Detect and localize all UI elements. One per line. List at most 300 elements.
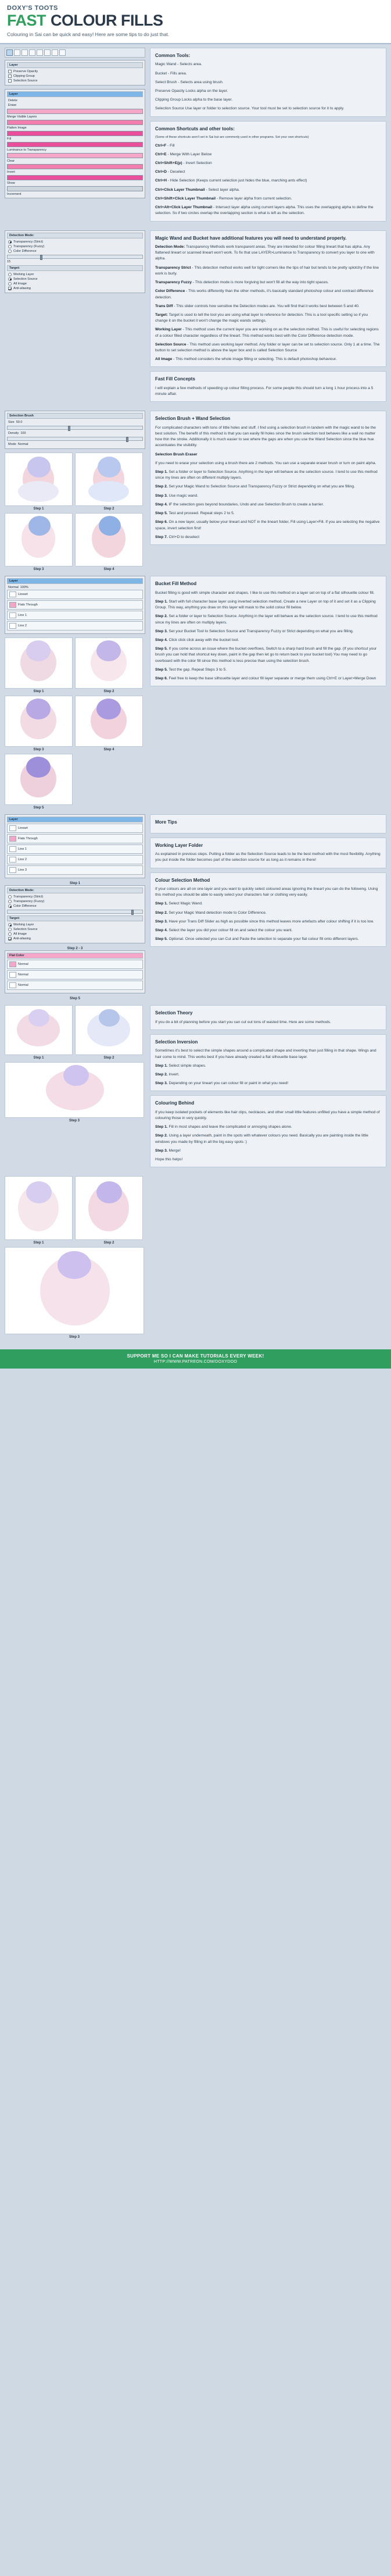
bucket-icon[interactable] — [14, 49, 20, 56]
antialias-checkbox[interactable] — [8, 287, 12, 290]
cd-colordiff-row[interactable] — [7, 904, 143, 908]
figure-bucket-step4-art — [76, 696, 142, 746]
layer-thumbnail[interactable] — [9, 623, 16, 629]
sb-step-n-1: Step 2. — [155, 484, 168, 489]
bucket-text-column — [150, 576, 386, 690]
layer-erase-row[interactable] — [7, 103, 143, 108]
detection-strict-radio[interactable] — [8, 240, 12, 244]
sb-step-n-0: Step 1. — [155, 470, 168, 474]
mw-head-8: All Image — [155, 357, 173, 362]
bk-step-n-4: Step 5. — [155, 647, 168, 651]
cs-step-t-4: Optional. Once selected you can Cut and Paste the selection to separate your flat colour fill onto different layers. — [168, 937, 359, 942]
bucket-layer-opacity-value: 100% — [20, 586, 28, 590]
selection-brush-figures — [5, 453, 145, 571]
layer-row-lineart[interactable] — [7, 590, 143, 599]
detection-strict-row[interactable] — [7, 240, 143, 244]
mw-head-0: Detection Mode: — [155, 244, 185, 249]
layer-options-panel[interactable] — [5, 60, 145, 85]
cd-target-working-radio[interactable] — [8, 923, 12, 927]
selection-theory-text-column — [150, 1005, 386, 1171]
selection-brush-eraser-body: If you need to erase your selection using a brush there are 2 methods. You can use a separate eraser brush or turn on paint alpha. — [155, 461, 376, 465]
sb-step-n-5: Step 6. — [155, 520, 168, 525]
step4-label: Step 4 — [103, 568, 114, 572]
page-title — [7, 13, 384, 28]
sb-step-n-4: Step 5. — [155, 511, 168, 516]
shortcut-desc-3: Deselect — [170, 170, 185, 174]
mw-sec-6 — [155, 327, 381, 339]
footer-url[interactable]: HTTP://WWW.PATREON.COM/DOXYDOO — [153, 1360, 238, 1364]
bk-step-6 — [155, 676, 381, 682]
figure-step1 — [5, 453, 73, 506]
shortcut-desc-0: Fill — [170, 143, 175, 148]
lasso-icon[interactable] — [29, 49, 35, 56]
bucket-panel — [150, 576, 386, 686]
section-magic-wand — [5, 230, 386, 407]
figure-inv-step1 — [5, 1005, 73, 1055]
working-layer-folder-heading: Working Layer Folder — [155, 842, 203, 848]
mw-head-3: Color Difference — [155, 289, 185, 294]
clipping-group-row[interactable] — [7, 74, 143, 79]
shortcuts-intro: (Some of these shortcuts aren't set in Sai but are commonly used in other programs. Set your own shortcuts) — [155, 136, 309, 140]
brush-density-row[interactable] — [7, 431, 143, 436]
cs-step-1 — [155, 910, 381, 916]
selection-brush-text-column — [150, 411, 386, 549]
layer-thumbnail[interactable] — [9, 836, 16, 842]
section-common-tools — [5, 48, 386, 226]
si-step-n-0: Step 1. — [155, 1063, 168, 1068]
mw-body-1: - This detection method works well for tight corners like the tips of hair but tends to be pretty splotchy if the line work is burly. — [155, 265, 379, 276]
cd-antialias-checkbox[interactable] — [8, 937, 12, 940]
shortcut-desc-6: Remove layer alpha from current selection. — [218, 196, 292, 201]
bk-step-n-2: Step 3. — [155, 629, 168, 633]
figure-final-2 — [75, 1176, 143, 1240]
cs-step-t-0: Select Magic Wand. — [168, 902, 203, 906]
sb-step-n-3: Step 4. — [155, 502, 168, 507]
bucket-step1-label: Step 1 — [33, 690, 44, 694]
mw-body-7: - This method uses working layer method. Any folder or layer can be set to selection source. Only 1 at a time. The button to set selection method is above the layer box and is called Selection Source — [155, 342, 380, 353]
target-working-layer-radio[interactable] — [8, 273, 12, 276]
cb-step-n-1: Step 2. — [155, 1134, 168, 1138]
layer-row-lineart-folder[interactable] — [7, 824, 143, 833]
layer-name-line1: Line 1 — [18, 614, 27, 618]
cd-fuzzy-row[interactable] — [7, 899, 143, 904]
bk-step-5 — [155, 667, 381, 673]
common-tools-line-0: Magic Wand - Selects area. — [155, 62, 202, 67]
shortcut-6: Ctrl+Shift+Click Layer Thumbnail - Remove layer alpha from current selection. — [155, 196, 292, 201]
fill-label: Fill — [7, 137, 12, 141]
figure-bucket-step5 — [5, 754, 73, 805]
layer-thumbnail[interactable] — [9, 602, 16, 608]
sb-step-t-6: Ctrl+D to deselect — [168, 535, 200, 539]
selection-inversion-panel — [150, 1034, 386, 1091]
target-selection-source-radio[interactable] — [8, 277, 12, 281]
selection-theory-body: If you do a bit of planning before you start you can cut out tons of wasted time. Here are some methods. — [155, 1020, 331, 1024]
figure-final-1 — [5, 1176, 73, 1240]
bucket-intro: Bucket filling is good with simple character and shapes. I like to use this method on a layer set on top of a flat silhouette colour fill. — [155, 590, 375, 595]
shortcut-desc-2: Invert Selection — [185, 161, 212, 166]
colouring-behind-closing: Hope this helps! — [155, 1157, 183, 1162]
bk-step-n-3: Step 4. — [155, 638, 168, 642]
shortcut-5: Ctrl+Click Layer Thumbnail - Select layer alpha. — [155, 187, 240, 192]
figure-step2-art — [76, 453, 142, 505]
colour-detection-panel[interactable] — [5, 885, 145, 943]
eyedropper-icon[interactable] — [52, 49, 58, 56]
target-all-image-radio[interactable] — [8, 282, 12, 286]
layer-row-line2[interactable] — [7, 621, 143, 630]
flatten-image-label: Flatten Image — [7, 126, 27, 130]
cb-step-n-0: Step 1. — [155, 1125, 168, 1130]
bucket-step2-label: Step 2 — [103, 690, 114, 694]
colour-selection-heading: Colour Selection Method — [155, 877, 210, 883]
sb-step-3 — [155, 502, 381, 508]
shortcut-1: Ctrl+E - Merge With Layer Below — [155, 152, 212, 156]
figure-step4-art — [76, 514, 142, 566]
merge-visible-layers-label: Merge Visible Layers — [7, 115, 37, 119]
cs-step-n-0: Step 1. — [155, 902, 168, 906]
cs-step-2 — [155, 919, 381, 925]
mw-head-4: Trans Diff — [155, 304, 173, 308]
detection-fuzzy-radio[interactable] — [8, 245, 12, 248]
shortcut-keys-2: Ctrl+Shift+E(p) — [155, 161, 182, 166]
figure-bucket-step3 — [5, 696, 73, 747]
mw-head-2: Transparency Fuzzy — [155, 280, 192, 285]
mw-sec-4 — [155, 304, 381, 309]
figure-final-3-art — [5, 1248, 144, 1334]
layer-menu-title: Layer — [7, 91, 143, 97]
detection-colordiff-radio[interactable] — [8, 250, 12, 253]
cd-fuzzy-radio[interactable] — [8, 900, 12, 903]
cs-step-n-3: Step 4. — [155, 928, 168, 932]
luminance-to-transparency-row[interactable] — [7, 142, 143, 147]
common-tools-line-3: Preserve Opacity Locks alpha on the layer. — [155, 89, 228, 94]
layer-name-line2: Line 2 — [18, 624, 27, 628]
brush-mode-row[interactable] — [7, 442, 143, 447]
inversion-art-column — [5, 1005, 145, 1123]
step1-label: Step 1 — [33, 507, 44, 511]
layer-thumbnail[interactable] — [9, 857, 16, 863]
layer-name-flats: Flats Through — [18, 603, 38, 607]
detection-colordiff-label: Color Difference — [13, 249, 37, 253]
sb-step-0 — [155, 469, 381, 481]
cd-strict-label: Transparency (Strict) — [13, 895, 44, 899]
target-working-layer-label: Working Layer — [13, 272, 34, 276]
cd-target-allimage-row[interactable] — [7, 932, 143, 936]
si-step-1 — [155, 1072, 381, 1078]
cd-target-selsource-radio[interactable] — [8, 928, 12, 931]
flat-row-0[interactable] — [7, 960, 143, 969]
detection-fuzzy-label: Transparency (Fuzzy) — [13, 244, 45, 248]
layer-delete-row[interactable] — [7, 98, 143, 103]
brand-label: DOXY'S TOOTS — [7, 5, 58, 12]
common-tools-line-5: Selection Source Use layer or folder to selection source. Your tool must be set to selection source for it to apply. — [155, 106, 345, 111]
common-tools-panel — [150, 48, 386, 117]
brush-size-slider[interactable] — [7, 426, 143, 430]
colouring-behind-intro: If you keep isolated pockets of elements like hair clips, necklaces, and other small little features unfilled you have a simple method of colouring those in very quickly. — [155, 1110, 380, 1120]
cs-step-n-1: Step 2. — [155, 910, 168, 915]
bk-step-t-0: Start with full character base layer using inverted selection method. Create a new Layer on top of it and set it as a Clipping Group. This way, anything you draw on this layer will mask to the solid colour fill below. — [155, 599, 376, 610]
figure-bucket-step1-art — [5, 638, 72, 688]
mw-body-8: - This method considers the whole image filling or selecting. This is default photoshop behaviour. — [173, 357, 337, 362]
layer-thumbnail[interactable] — [9, 982, 16, 988]
layer-thumbnail[interactable] — [9, 592, 16, 597]
shortcut-keys-6: Ctrl+Shift+Click Layer Thumbnail — [155, 196, 216, 201]
section-more-tips — [5, 814, 386, 1000]
detection-fuzzy-row[interactable] — [7, 244, 143, 249]
brush-mode-value: Normal — [17, 443, 28, 447]
flat-row-label-1: Normal — [18, 973, 28, 977]
bk-step-n-1: Step 2. — [155, 614, 168, 619]
shortcut-desc-5: Select layer alpha. — [208, 187, 240, 192]
sb-step-t-2: Use magic wand. — [168, 493, 199, 498]
mw-sec-5 — [155, 312, 381, 324]
layer-options-title: Layer — [7, 62, 143, 68]
bk-step-t-4: If you come across an issue where the bucket overflows, Switch to a sharp hard brush and fill the gap. (If you shortcut your brush you can hold that shortcut key down, paint in the gap then let go to return back to your bucket tool) You may need to go overboard with the color fill since this method is less precise than using the selection brush. — [155, 647, 377, 663]
common-tools-line-1: Bucket - Fills area. — [155, 71, 187, 76]
target-all-image-row[interactable] — [7, 282, 143, 286]
preserve-opacity-row[interactable] — [7, 69, 143, 74]
preserve-opacity-checkbox[interactable] — [8, 70, 12, 73]
figure-step3-art — [5, 514, 72, 566]
layer-name-line-1: Line 1 — [18, 847, 27, 851]
more-tips-header-panel — [150, 814, 386, 833]
inv-step2-label: Step 2 — [103, 1056, 114, 1060]
shortcut-3: Ctrl+D - Deselect — [155, 170, 185, 174]
si-step-t-1: Invert. — [168, 1072, 180, 1077]
eraser-icon[interactable] — [59, 49, 66, 56]
selection-brush-title: Selection Brush + Wand Selection — [155, 416, 231, 422]
bk-step-t-1: Set a folder or layer to Selection Source. Anything in the layer will behave as the selection source. I tend to use this method since my lines are often on multiply layers. — [155, 614, 378, 625]
mw-body-3: - This works differently than the other methods, it's basically standard photoshop colour and contrast difference detection. — [155, 289, 374, 300]
cd-colordiff-label: Color Difference — [13, 904, 37, 908]
zoom-icon[interactable] — [44, 49, 51, 56]
preserve-opacity-label: Preserve Opacity — [13, 70, 38, 73]
figure-inv-step2 — [75, 1005, 143, 1055]
clear-row[interactable] — [7, 153, 143, 158]
cd-strict-row[interactable] — [7, 895, 143, 899]
figure-final-1-art — [5, 1177, 72, 1239]
sb-step-4 — [155, 511, 381, 516]
detection-colordiff-row[interactable] — [7, 249, 143, 254]
toolbar-strip[interactable] — [5, 48, 145, 58]
fast-fill-concepts-panel — [150, 371, 386, 402]
bk-step-3 — [155, 637, 381, 643]
selection-inversion-heading: Selection Inversion — [155, 1039, 198, 1045]
cd-strict-radio[interactable] — [8, 895, 12, 899]
figure-inv-step3-art — [5, 1063, 144, 1117]
step2-label: Step 2 — [103, 507, 114, 511]
cd-colordiff-radio[interactable] — [8, 904, 12, 908]
selection-source-row[interactable] — [7, 79, 143, 83]
flatten-image-row[interactable] — [7, 120, 143, 125]
mw-sec-1 — [155, 265, 381, 277]
sb-step-t-1: Set your Magic Wand to Selection Source and Transparency Fuzzy or Strict depending on what you are filling. — [168, 484, 355, 489]
cs-step-n-4: Step 5. — [155, 937, 168, 942]
selection-source-checkbox[interactable] — [8, 79, 12, 83]
si-step-0 — [155, 1063, 381, 1069]
layer-thumbnail[interactable] — [9, 961, 16, 967]
sb-step-1 — [155, 484, 381, 490]
sb-step-n-6: Step 7. — [155, 535, 168, 539]
mw-head-1: Transparency Strict — [155, 265, 191, 270]
antialias-row[interactable] — [7, 286, 143, 291]
layer-row-line1[interactable] — [7, 611, 143, 620]
figure-bucket-step3-art — [5, 696, 72, 746]
shortcut-desc-4: Hide Selection (Keeps current selection just hides the blue, marching ants effect) — [170, 179, 307, 183]
layer-thumbnail[interactable] — [9, 972, 16, 978]
brush-size-value: 50.0 — [16, 421, 23, 425]
shortcut-keys-4: Ctrl+H — [155, 179, 167, 183]
working-layer-folder-panel[interactable] — [5, 814, 145, 878]
clear-label: Clear — [7, 159, 15, 163]
mw-head-5: Target: — [155, 312, 168, 317]
bk-step-n-6: Step 6. — [155, 676, 168, 681]
bucket-layer-mode-value: Normal — [8, 586, 19, 590]
mw-sec-8 — [155, 357, 381, 362]
flat-row-2[interactable] — [7, 981, 143, 990]
layer-row-flats-through[interactable] — [7, 834, 143, 843]
sb-step-t-0: Set a folder or layer to Selection Source. Anything in the layer will behave as the selection source. I tend to use this method since my lines are often on different multiply layers. — [155, 470, 378, 480]
inv-step3-label: Step 3 — [69, 1119, 80, 1123]
layer-row-flats[interactable] — [7, 600, 143, 610]
shortcut-keys-5: Ctrl+Click Layer Thumbnail — [155, 187, 205, 192]
page-body — [0, 44, 391, 1349]
selection-theory-heading: Selection Theory — [155, 1010, 193, 1016]
final-figures — [5, 1176, 145, 1339]
layer-name-lineart: Lineart — [18, 593, 28, 597]
mw-body-4: - This slider controls how sensitive the Detection modes are. You will find that it works best between 5 and 40. — [174, 304, 360, 308]
magic-wand-panel — [150, 230, 386, 368]
magic-wand-text-column — [150, 230, 386, 407]
cd-antialias-row[interactable] — [7, 936, 143, 941]
cs-step-n-2: Step 3. — [155, 919, 168, 924]
bucket-layer-mode-row[interactable] — [7, 585, 143, 590]
cb-step-0 — [155, 1124, 381, 1130]
layer-row-line-1[interactable] — [7, 845, 143, 854]
brush-settings-panel[interactable] — [5, 411, 145, 449]
clipping-group-checkbox[interactable] — [8, 74, 12, 78]
common-tools-line-2: Select Brush - Selects area using brush. — [155, 80, 224, 84]
section-bucket — [5, 576, 386, 810]
brush-size-row[interactable] — [7, 420, 143, 425]
sb-step-6 — [155, 535, 381, 540]
layer-name-line-3: Line 3 — [18, 868, 27, 872]
layer-menu-mock[interactable] — [5, 89, 145, 198]
folder-name-lineart: Lineart — [18, 826, 28, 831]
clipping-group-label: Clipping Group — [13, 74, 35, 78]
final-art-column — [5, 1176, 145, 1339]
bk-step-0 — [155, 599, 381, 611]
figure-step1-art — [5, 453, 72, 505]
cd-target-allimage-label: All Image — [13, 932, 27, 936]
cs-step-0 — [155, 901, 381, 907]
si-step-n-2: Step 3. — [155, 1081, 168, 1086]
layer-row-line-2[interactable] — [7, 855, 143, 864]
more-tips-title: More Tips — [155, 820, 177, 825]
cb-step-1 — [155, 1133, 381, 1145]
shortcut-keys-0: Ctrl+F — [155, 143, 167, 148]
bk-step-t-6: Feel free to keep the base silhouette layer and colour fill layer separate or merge them using Ctrl+E or Layer>Merge Down — [168, 676, 376, 681]
bk-step-2 — [155, 629, 381, 635]
mw-body-6: - This method uses the current layer you are working on as the selection method. This is useful for selecting regions of a colour filled character regardless of the lineart. This method works best with the Color Difference detection mode. — [155, 327, 379, 338]
increment-label: Increment — [7, 193, 21, 196]
trans-diff-value: 15 — [7, 259, 11, 263]
magic-wand-icon[interactable] — [6, 49, 13, 56]
mw-body-0: Transparency Methods work transparent areas. They are intended for colour filling lineart that has alpha. Any flattened lineart or scanned lineart won't work. To fix that use LAYER>Luminance to Transparency to convert you layer to one with alpha. — [155, 244, 375, 261]
cd-trans-diff-slider[interactable] — [7, 910, 143, 914]
layer-delete-label: Delete — [8, 99, 17, 102]
increment-row[interactable] — [7, 186, 143, 191]
mw-sec-3 — [155, 288, 381, 300]
move-icon[interactable] — [37, 49, 43, 56]
layer-erase-label: Erase — [8, 104, 17, 107]
colour-selection-panel — [150, 872, 386, 947]
bucket-step3-label: Step 3 — [33, 748, 44, 752]
flat-row-1[interactable] — [7, 970, 143, 979]
fill-row[interactable] — [7, 131, 143, 136]
layer-thumbnail[interactable] — [9, 612, 16, 618]
cd-target-working-row[interactable] — [7, 922, 143, 927]
cs-step-t-2: Have your Trans Diff Slider as high as possible since this method leaves more artefacts after colour shifting if it is too low. — [168, 919, 374, 924]
working-layer-folder-body: As explained in previous steps. Putting a folder as the Selection Source leads to be the best method with the most flexibility. Anything you put inside the folder becomes part of the selection source for as long as it remains in there! — [155, 852, 381, 863]
trans-diff-slider[interactable] — [7, 255, 143, 259]
inversion-figures — [5, 1005, 145, 1123]
layer-thumbnail[interactable] — [9, 846, 16, 852]
target-working-layer-row[interactable] — [7, 272, 143, 277]
layer-thumbnail[interactable] — [9, 867, 16, 873]
target-title: Target: — [7, 265, 143, 271]
brush-mode-label: Mode — [8, 443, 16, 447]
shortcut-keys-3: Ctrl+D — [155, 170, 167, 174]
tools-column — [5, 48, 145, 202]
brush-density-slider[interactable] — [7, 437, 143, 441]
colour-detection-title: Detection Mode: — [7, 888, 143, 893]
select-brush-icon[interactable] — [21, 49, 28, 56]
show-row[interactable] — [7, 175, 143, 180]
si-step-2 — [155, 1081, 381, 1086]
final-step2-label: Step 2 — [103, 1241, 114, 1245]
invert-row[interactable] — [7, 164, 143, 169]
cd-target-allimage-radio[interactable] — [8, 932, 12, 936]
final-step1-label: Step 1 — [33, 1241, 44, 1245]
merge-visible-layers-row[interactable] — [7, 109, 143, 114]
layer-row-line-3[interactable] — [7, 865, 143, 875]
mw-body-2: - This detection mode is more forgiving but won't fill all the way into tight spaces. — [192, 280, 329, 285]
working-layer-folder-text-panel — [150, 838, 386, 868]
bk-step-t-3: Click click click away with the bucket tool. — [168, 638, 239, 642]
bucket-layer-panel[interactable] — [5, 576, 145, 634]
selection-theory-panel — [150, 1005, 386, 1030]
cd-target-selsource-row[interactable] — [7, 927, 143, 932]
figure-step2 — [75, 453, 143, 506]
colour-selection-intro: If your colours are all on one layer and you want to quickly select coloured areas ignoring the lineart you can do the following. Using this method you should be able to easily select your characters hair or clothing very easily. — [155, 886, 378, 897]
target-selection-source-row[interactable] — [7, 277, 143, 282]
fast-fill-concepts-body: I will explain a few methods of speeding up colour filling process. For some people this should turn a long 1 hour process into a 5 minute affair. — [155, 386, 374, 397]
shortcut-4: Ctrl+H - Hide Selection (Keeps current selection just hides the blue, marching ants effect) — [155, 179, 307, 183]
bucket-art-column — [5, 576, 145, 810]
brush-density-value: 100 — [20, 432, 26, 436]
folder-icon[interactable] — [9, 825, 16, 831]
detection-mode-panel[interactable] — [5, 230, 145, 293]
cs-step-t-3: Select the layer you did your colour fill on and select the colour you want. — [168, 928, 293, 932]
more-tips-step1-label: Step 1 — [69, 882, 80, 886]
luminance-to-transparency-label: Luminance to Transparency — [7, 148, 46, 152]
mw-sec-0 — [155, 244, 381, 262]
more-tips-step23-label: Step 2 - 3 — [67, 947, 83, 951]
flat-color-panel[interactable] — [5, 950, 145, 993]
page-subtitle: Colouring in Sai can be quick and easy! Here are some tips to do just that. — [7, 31, 170, 37]
detection-mode-title: Detection Mode: — [7, 233, 143, 238]
working-layer-folder-title: Layer — [7, 817, 143, 822]
